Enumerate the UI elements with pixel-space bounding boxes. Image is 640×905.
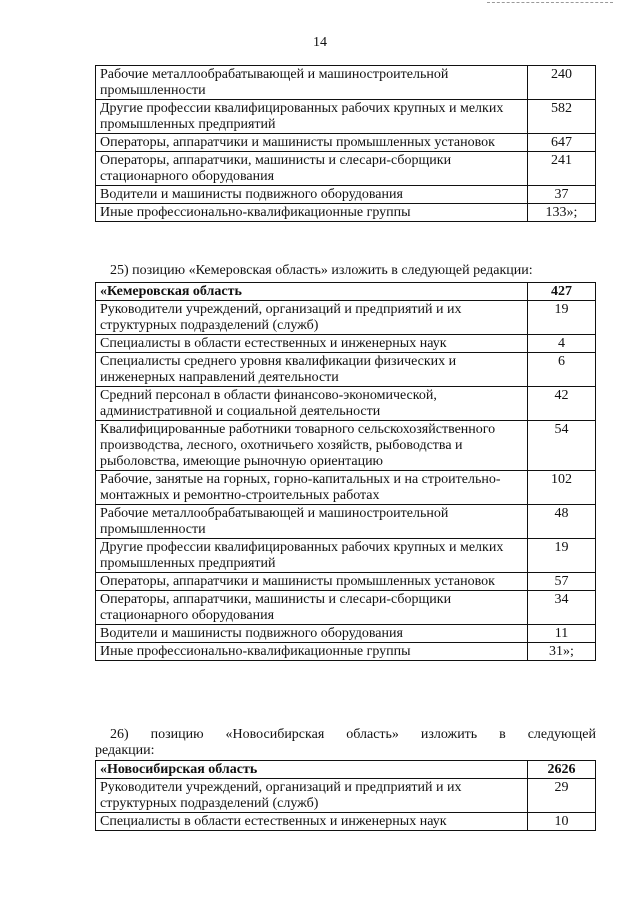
region-total: 427 (528, 283, 596, 301)
table-row (96, 813, 596, 831)
page-number: 14 (313, 35, 327, 50)
table-row (96, 335, 596, 353)
row-value: 11 (528, 625, 596, 643)
row-label: Операторы, аппаратчики, машинисты и слесари-сборщики стационарного оборудования (96, 591, 528, 625)
table-header-row (96, 283, 596, 301)
table-header-row (96, 761, 596, 779)
table-row (96, 591, 596, 625)
top-dashed-mark (487, 2, 613, 3)
row-label: Другие профессии квалифицированных рабочих крупных и мелких промышленных предприятий (96, 100, 528, 134)
row-label: Водители и машинисты подвижного оборудования (96, 186, 528, 204)
row-label: Руководители учреждений, организаций и предприятий и их структурных подразделений (служб) (96, 301, 528, 335)
table-row (96, 134, 596, 152)
table-row (96, 625, 596, 643)
table-row (96, 186, 596, 204)
row-label: Квалифицированные работники товарного сельскохозяйственного производства, лесного, охотничьего хозяйств, рыбоводства и рыболовства, имеющие рыночную ориентацию (96, 421, 528, 471)
row-value: 19 (528, 301, 596, 335)
table-kemerovo (95, 282, 596, 661)
row-value: 57 (528, 573, 596, 591)
table-row (96, 204, 596, 222)
row-value: 6 (528, 353, 596, 387)
region-name: «Кемеровская область (96, 283, 528, 301)
table-row (96, 505, 596, 539)
row-value: 4 (528, 335, 596, 353)
row-label: Иные профессионально-квалификационные группы (96, 204, 528, 222)
region-name: «Новосибирская область (96, 761, 528, 779)
row-label: Операторы, аппаратчики, машинисты и слесари-сборщики стационарного оборудования (96, 152, 528, 186)
row-value: 31»; (528, 643, 596, 661)
table-row (96, 100, 596, 134)
table-row (96, 152, 596, 186)
row-value: 241 (528, 152, 596, 186)
table-novosibirsk (95, 760, 596, 831)
table-row (96, 643, 596, 661)
table-row (96, 301, 596, 335)
row-label: Руководители учреждений, организаций и предприятий и их структурных подразделений (служб) (96, 779, 528, 813)
table-continued (95, 65, 596, 222)
row-value: 48 (528, 505, 596, 539)
row-label: Рабочие металлообрабатывающей и машиностроительной промышленности (96, 505, 528, 539)
row-label: Водители и машинисты подвижного оборудования (96, 625, 528, 643)
table-row (96, 779, 596, 813)
row-value: 10 (528, 813, 596, 831)
row-label: Рабочие, занятые на горных, горно-капитальных и на строительно-монтажных и ремонтно-строительных работах (96, 471, 528, 505)
table-row (96, 421, 596, 471)
row-value: 54 (528, 421, 596, 471)
row-label: Специалисты среднего уровня квалификации физических и инженерных направлений деятельности (96, 353, 528, 387)
row-value: 19 (528, 539, 596, 573)
row-label: Операторы, аппаратчики и машинисты промышленных установок (96, 573, 528, 591)
table-row (96, 573, 596, 591)
row-value: 29 (528, 779, 596, 813)
region-total: 2626 (528, 761, 596, 779)
row-value: 37 (528, 186, 596, 204)
table-row (96, 387, 596, 421)
row-value: 102 (528, 471, 596, 505)
row-label: Специалисты в области естественных и инженерных наук (96, 335, 528, 353)
table-row (96, 471, 596, 505)
row-label: Иные профессионально-квалификационные группы (96, 643, 528, 661)
row-label: Рабочие металлообрабатывающей и машиностроительной промышленности (96, 66, 528, 100)
row-label: Другие профессии квалифицированных рабочих крупных и мелких промышленных предприятий (96, 539, 528, 573)
row-value: 133»; (528, 204, 596, 222)
row-label: Операторы, аппаратчики и машинисты промышленных установок (96, 134, 528, 152)
paragraph-26-line-2: редакции: (95, 743, 155, 758)
table-row (96, 353, 596, 387)
row-value: 647 (528, 134, 596, 152)
row-value: 582 (528, 100, 596, 134)
row-label: Специалисты в области естественных и инженерных наук (96, 813, 528, 831)
paragraph-25: 25) позицию «Кемеровская область» изложить в следующей редакции: (110, 263, 533, 278)
table-row (96, 66, 596, 100)
row-value: 42 (528, 387, 596, 421)
row-value: 34 (528, 591, 596, 625)
table-row (96, 539, 596, 573)
paragraph-26-line-1: 26) позицию «Новосибирская область» изложить в следующей (110, 727, 596, 742)
row-label: Средний персонал в области финансово-экономической, административной и социальной деятельности (96, 387, 528, 421)
row-value: 240 (528, 66, 596, 100)
